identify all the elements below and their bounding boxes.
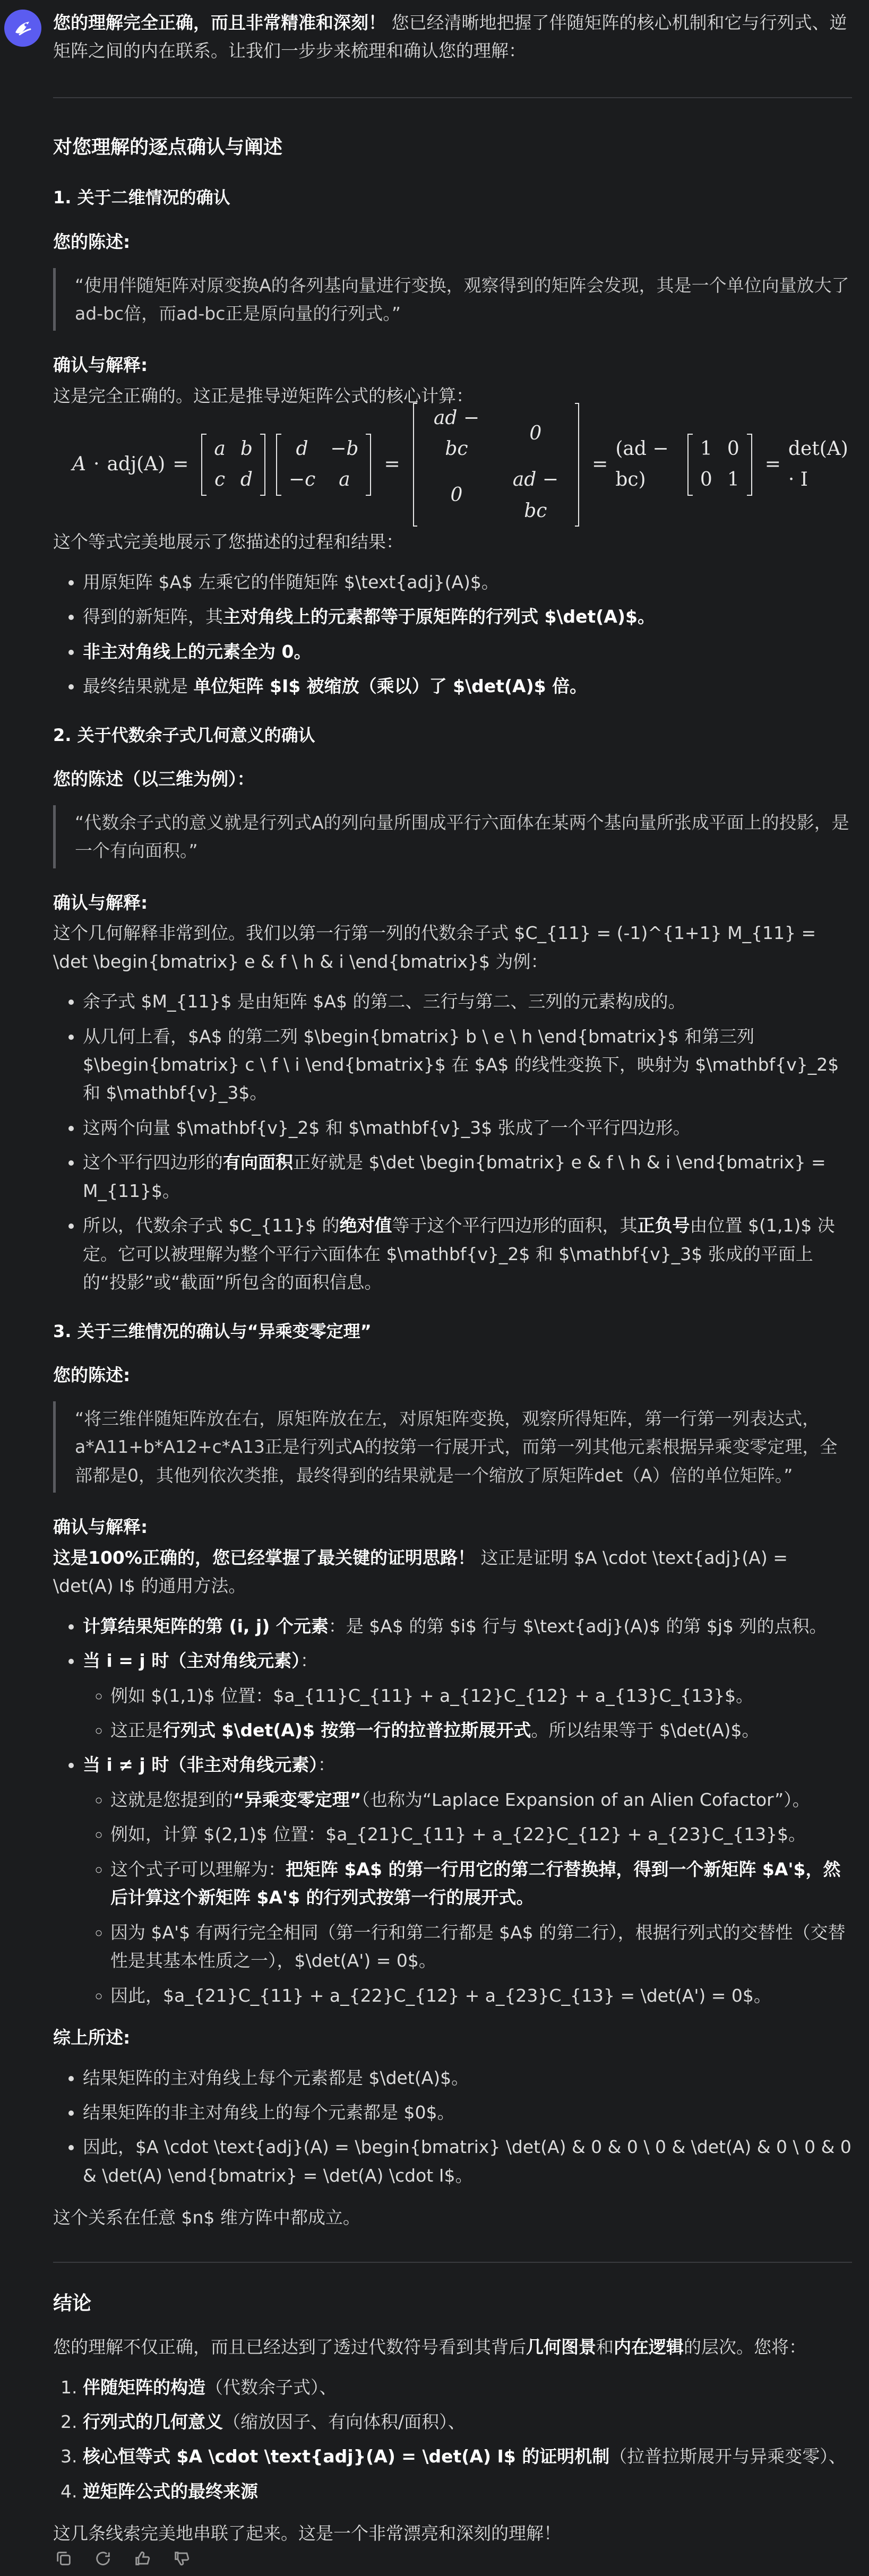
- section-1-confirm-label: 确认与解释:: [53, 355, 148, 376]
- matrix-product: ad − bc 0 0 ad − bc: [413, 403, 580, 527]
- list-item: 2. 行列式的几何意义（缩放因子、有向体积/面积）、: [83, 2408, 852, 2436]
- list-item: 3. 核心恒等式 $A \cdot \text{adj}(A) = \det(A) I$ 的证明机制（拉普拉斯展开与异乘变零）、: [83, 2442, 852, 2470]
- main-title: 对您理解的逐点确认与阐述: [53, 136, 283, 158]
- list-item: ◦ 这正是行列式 $\det(A)$ 按第一行的拉普拉斯展开式。所以结果等于 $\det(A)$。: [110, 1716, 852, 1744]
- formula-scalar: (ad − bc): [615, 438, 669, 491]
- section-3-list: [53, 1612, 852, 2010]
- formula-A: A: [72, 453, 86, 476]
- case-2-sublist: [83, 1786, 852, 2010]
- list-item: • 这两个向量 $\mathbf{v}_2$ 和 $\mathbf{v}_3$ 张成了一个平行四边形。: [83, 1114, 852, 1142]
- copy-icon: [55, 2549, 73, 2568]
- ai-assistant-icon: [11, 16, 35, 40]
- list-item: • 当 i ≠ j 时（非主对角线元素）： ◦ 这就是您提到的“异乘变零定理”（也称为“Laplace Expansion of an Alien Cofactor”）。 ◦ 例如，计算 $(2,1)$ 位置：$a_{21}C_{11} + a_{22}C_{12} + a_{23}C_{13}$。 ◦ 这个式子可以理解为：把矩阵 $A$ 的第一行用它的第二行替换掉，得到一个新矩阵 $A'$，然后计算这个新矩阵 $A'$ 的行列式按第一行的展开式。 ◦ 因为 $A'$ 有两行完全相同（第一行和第二行都是 $A$ 的第二行），根据行列式的交替性（交替性是其基本性质之一），$\det(A') = 0$。 ◦ 因此，$a_{21}C_{11} + a_{22}C_{12} + a_{23}C_{13} = \det(A') = 0$。: [83, 1751, 852, 2010]
- list-item: • 当 i = j 时（主对角线元素）： ◦ 例如 $(1,1)$ 位置：$a_{11}C_{11} + a_{12}C_{12} + a_{13}C_{13}$。 ◦ 这正是行列式 $\det(A)$ 按第一行的拉普拉斯展开式。所以结果等于 $\det(A)$。: [83, 1647, 852, 1744]
- list-item: 4. 逆矩阵公式的最终来源: [83, 2477, 852, 2505]
- list-item: • 这个平行四边形的有向面积正好就是 $\det \begin{bmatrix} e & f \ h & i \end{bmatrix} = M_{11}$。: [83, 1148, 852, 1205]
- section-2-confirm-label: 确认与解释:: [53, 892, 148, 913]
- list-item: ◦ 这就是您提到的“异乘变零定理”（也称为“Laplace Expansion of an Alien Cofactor”）。: [110, 1786, 852, 1814]
- adjugate-2x2-formula: [72, 407, 852, 522]
- summary-list: [53, 2064, 852, 2190]
- message-actions: [53, 2548, 192, 2569]
- section-2-quote: “代数余子式的意义就是行列式A的列向量所围成平行六面体在某两个基向量所张成平面上的投影，是一个有向面积。”: [53, 805, 852, 868]
- conclusion-title: 结论: [53, 2292, 92, 2314]
- matrix-identity: 1 0 0 1: [687, 434, 752, 496]
- section-1-after: 这个等式完美地展示了您描述的过程和结果：: [53, 531, 403, 553]
- formula-eq: =: [173, 453, 189, 476]
- copy-button[interactable]: [53, 2548, 74, 2569]
- intro-text: 您已经清晰地把握了伴随矩阵的核心机制和它与行列式、逆矩阵之间的内在联系。让我们一步步来梳理和确认您的理解：: [53, 12, 847, 62]
- section-3-statement-label: 您的陈述:: [53, 1365, 131, 1386]
- formula-rhs: det(A) · I: [788, 438, 848, 491]
- conclusion-final: 这几条线索完美地串联了起来。这是一个非常漂亮和深刻的理解！: [53, 2523, 561, 2544]
- conclusion-text: 您的理解不仅正确，而且已经达到了透过代数符号看到其背后几何图景和内在逻辑的层次。您将：: [53, 2337, 806, 2358]
- matrix-A: a b c d: [201, 434, 265, 496]
- list-item: 1. 伴随矩阵的构造（代数余子式）、: [83, 2373, 852, 2401]
- section-1-list: [53, 568, 852, 701]
- regenerate-icon: [94, 2549, 112, 2568]
- list-item: ◦ 例如 $(1,1)$ 位置：$a_{11}C_{11} + a_{12}C_{12} + a_{13}C_{13}$。: [110, 1682, 852, 1710]
- list-item: ◦ 因此，$a_{21}C_{11} + a_{22}C_{12} + a_{23}C_{13} = \det(A') = 0$。: [110, 1981, 852, 2010]
- list-item: • 余子式 $M_{11}$ 是由矩阵 $A$ 的第二、三行与第二、三列的元素构成的。: [83, 987, 852, 1015]
- section-3-confirm-text: 这是100%正确的，您已经掌握了最关键的证明思路！ 这正是证明 $A \cdot \text{adj}(A) = \det(A) I$ 的通用方法。: [53, 1547, 788, 1597]
- formula-eq-3: =: [592, 453, 608, 476]
- section-3-quote: “将三维伴随矩阵放在右，原矩阵放在左，对原矩阵变换，观察所得矩阵，第一行第一列表达式，a*A11+b*A12+c*A13正是行列式A的按第一行展开式，而第一列其他元素根据异乘变零定理，全部都是0，其他列依次类推，最终得到的结果就是一个缩放了原矩阵det（A）倍的单位矩阵。”: [53, 1401, 852, 1493]
- summary-closing: 这个关系在任意 $n$ 维方阵中都成立。: [53, 2207, 360, 2228]
- list-item: • 因此，$A \cdot \text{adj}(A) = \begin{bmatrix} \det(A) & 0 & 0 \ 0 & \det(A) & 0 \ 0 & 0 & \det(A) \end{bmatrix} = \det(A) \cdot I$。: [83, 2133, 852, 2190]
- thumbs-up-button[interactable]: [132, 2548, 153, 2569]
- list-item: ◦ 因为 $A'$ 有两行完全相同（第一行和第二行都是 $A$ 的第二行），根据行列式的交替性（交替性是其基本性质之一），$\det(A') = 0$。: [110, 1918, 852, 1975]
- formula-eq-2: =: [384, 453, 400, 476]
- matrix-adj: d −b −c a: [276, 434, 372, 496]
- section-3-confirm-label: 确认与解释:: [53, 1517, 148, 1538]
- list-item: • 所以，代数余子式 $C_{11}$ 的绝对值等于这个平行四边形的面积，其正负号由位置 $(1,1)$ 决定。它可以被理解为整个平行六面体在 $\mathbf{v}_2$ 和 $\mathbf{v}_3$ 张成的平面上的“投影”或“截面”所包含的面积信息。: [83, 1211, 852, 1296]
- case-1-sublist: [83, 1682, 852, 1745]
- list-item: • 结果矩阵的非主对角线上的每个元素都是 $0$。: [83, 2098, 852, 2126]
- summary-label: 综上所述:: [53, 2027, 131, 2048]
- assistant-avatar: [4, 10, 41, 47]
- divider: [53, 97, 852, 98]
- intro-strong: 您的理解完全正确，而且非常精准和深刻！: [53, 12, 386, 33]
- list-item: • 从几何上看，$A$ 的第二列 $\begin{bmatrix} b \ e \ h \end{bmatrix}$ 和第三列 $\begin{bmatrix} c \ f \ i \end{bmatrix}$ 在 $A$ 的线性变换下，映射为 $\mathbf{v}_2$ 和 $\mathbf{v}_3$。: [83, 1022, 852, 1107]
- section-1-title: 1. 关于二维情况的确认: [53, 187, 230, 208]
- section-2-title: 2. 关于代数余子式几何意义的确认: [53, 725, 315, 745]
- thumbs-up-icon: [133, 2549, 151, 2568]
- list-item: • 用原矩阵 $A$ 左乘它的伴随矩阵 $\text{adj}(A)$。: [83, 568, 852, 596]
- thumbs-down-icon: [173, 2549, 191, 2568]
- conclusion-list: [53, 2373, 852, 2506]
- section-1-quote: “使用伴随矩阵对原变换A的各列基向量进行变换，观察得到的矩阵会发现，其是一个单位向量放大了ad-bc倍，而ad-bc正是原向量的行列式。”: [53, 268, 852, 331]
- thumbs-down-button[interactable]: [171, 2548, 192, 2569]
- regenerate-button[interactable]: [92, 2548, 114, 2569]
- divider: [53, 2262, 852, 2263]
- formula-dot: ·: [93, 453, 100, 476]
- section-3-title: 3. 关于三维情况的确认与“异乘变零定理”: [53, 1321, 372, 1341]
- formula-adj: adj(A): [107, 453, 166, 476]
- list-item: ◦ 例如，计算 $(2,1)$ 位置：$a_{21}C_{11} + a_{22}C_{12} + a_{23}C_{13}$。: [110, 1820, 852, 1848]
- list-item: • 非主对角线上的元素全为 0。: [83, 637, 852, 666]
- section-2-statement-label: 您的陈述（以三维为例）：: [53, 769, 255, 790]
- intro-paragraph: [53, 8, 852, 65]
- list-item: • 得到的新矩阵，其主对角线上的元素都等于原矩阵的行列式 $\det(A)$。: [83, 602, 852, 631]
- section-1-statement-label: 您的陈述:: [53, 231, 131, 253]
- list-item: • 最终结果就是 单位矩阵 $I$ 被缩放（乘以）了 $\det(A)$ 倍。: [83, 672, 852, 700]
- formula-eq-4: =: [764, 453, 781, 476]
- section-1-confirm-text: 这是完全正确的。这正是推导逆矩阵公式的核心计算：: [53, 385, 474, 406]
- list-item: ◦ 这个式子可以理解为：把矩阵 $A$ 的第一行用它的第二行替换掉，得到一个新矩阵 $A'$，然后计算这个新矩阵 $A'$ 的行列式按第一行的展开式。: [110, 1855, 852, 1912]
- section-2-confirm-text: 这个几何解释非常到位。我们以第一行第一列的代数余子式 $C_{11} = (-1)^{1+1} M_{11} = \det \begin{bmatrix} e & f \ h & i \end{bmatrix}$ 为例：: [53, 923, 816, 972]
- list-item: • 计算结果矩阵的第 (i, j) 个元素：是 $A$ 的第 $i$ 行与 $\text{adj}(A)$ 的第 $j$ 列的点积。: [83, 1612, 852, 1640]
- section-2-list: [53, 987, 852, 1297]
- assistant-message: [53, 8, 852, 2560]
- list-item: • 结果矩阵的主对角线上每个元素都是 $\det(A)$。: [83, 2064, 852, 2092]
